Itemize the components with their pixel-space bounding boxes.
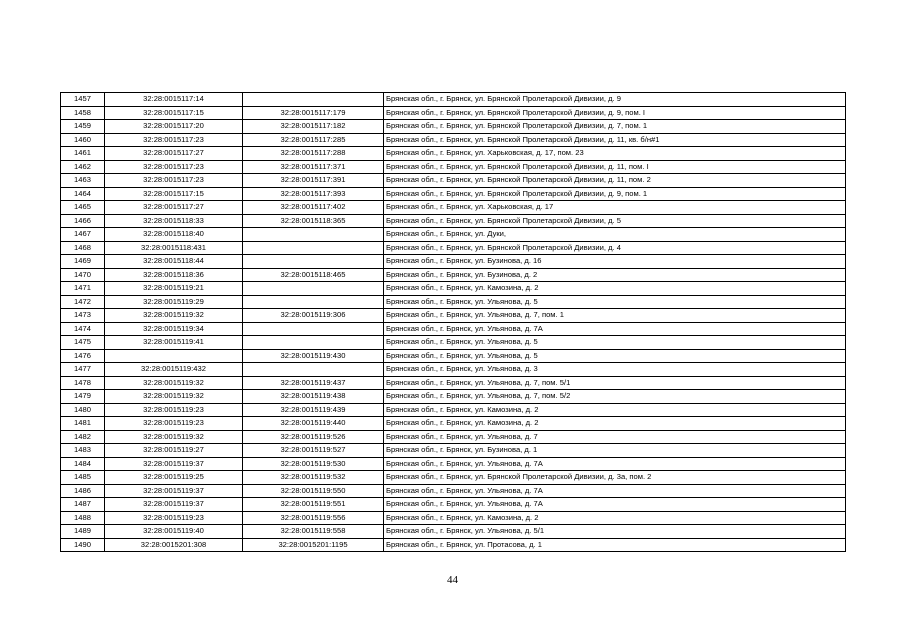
row-number-cell: 1464 [61,187,105,201]
table-row [61,120,846,134]
row-number-cell: 1457 [61,93,105,107]
address-cell: Брянская обл., г. Брянск, ул. Камозина, д. 2 [384,511,846,525]
cadastral-number-cell: 32:28:0015119:40 [105,525,243,539]
table-row [61,511,846,525]
cadastral-number-cell: 32:28:0015119:32 [105,430,243,444]
table-row [61,133,846,147]
object-cadastral-number-cell: 32:28:0015119:551 [243,498,384,512]
address-cell: Брянская обл., г. Брянск, ул. Ульянова, д. 7А [384,498,846,512]
row-number-cell: 1481 [61,417,105,431]
page-number: 44 [447,574,458,586]
cadastral-number-cell: 32:28:0015119:32 [105,309,243,323]
cadastral-number-cell: 32:28:0015119:23 [105,403,243,417]
row-number-cell: 1486 [61,484,105,498]
row-number-cell: 1461 [61,147,105,161]
object-cadastral-number-cell [243,322,384,336]
object-cadastral-number-cell: 32:28:0015117:402 [243,201,384,215]
table-row [61,417,846,431]
row-number-cell: 1458 [61,106,105,120]
cadastral-number-cell: 32:28:0015117:20 [105,120,243,134]
table-row [61,228,846,242]
row-number-cell: 1462 [61,160,105,174]
cadastral-number-cell: 32:28:0015117:15 [105,106,243,120]
object-cadastral-number-cell: 32:28:0015119:438 [243,390,384,404]
cadastral-number-cell: 32:28:0015117:14 [105,93,243,107]
table-row [61,471,846,485]
address-cell: Брянская обл., г. Брянск, ул. Камозина, д. 2 [384,403,846,417]
object-cadastral-number-cell: 32:28:0015119:558 [243,525,384,539]
row-number-cell: 1460 [61,133,105,147]
object-cadastral-number-cell: 32:28:0015118:465 [243,268,384,282]
table-row [61,376,846,390]
table-row [61,538,846,552]
address-cell: Брянская обл., г. Брянск, ул. Протасова, д. 1 [384,538,846,552]
object-cadastral-number-cell: 32:28:0015117:393 [243,187,384,201]
table-row [61,363,846,377]
table-row [61,349,846,363]
table-row [61,336,846,350]
table-body [61,93,846,552]
address-cell: Брянская обл., г. Брянск, ул. Ульянова, д. 5 [384,295,846,309]
table-row [61,498,846,512]
table-row [61,457,846,471]
object-cadastral-number-cell [243,255,384,269]
address-cell: Брянская обл., г. Брянск, ул. Бузинова, д. 1 [384,444,846,458]
cadastral-number-cell: 32:28:0015119:32 [105,390,243,404]
address-cell: Брянская обл., г. Брянск, ул. Камозина, д. 2 [384,417,846,431]
object-cadastral-number-cell: 32:28:0015119:530 [243,457,384,471]
cadastral-number-cell: 32:28:0015117:23 [105,174,243,188]
table-row [61,214,846,228]
cadastral-table [60,92,846,552]
address-cell: Брянская обл., г. Брянск, ул. Ульянова, д. 5 [384,349,846,363]
row-number-cell: 1471 [61,282,105,296]
row-number-cell: 1470 [61,268,105,282]
table-row [61,282,846,296]
object-cadastral-number-cell: 32:28:0015117:288 [243,147,384,161]
cadastral-number-cell: 32:28:0015119:32 [105,376,243,390]
object-cadastral-number-cell: 32:28:0015117:391 [243,174,384,188]
table-row [61,187,846,201]
cadastral-number-cell: 32:28:0015119:41 [105,336,243,350]
table-row [61,268,846,282]
table-row [61,444,846,458]
table-row [61,201,846,215]
address-cell: Брянская обл., г. Брянск, ул. Брянской Пролетарской Дивизии, д. 4 [384,241,846,255]
cadastral-number-cell: 32:28:0015117:23 [105,160,243,174]
object-cadastral-number-cell [243,363,384,377]
cadastral-number-cell: 32:28:0015119:25 [105,471,243,485]
cadastral-number-cell: 32:28:0015117:27 [105,147,243,161]
row-number-cell: 1468 [61,241,105,255]
cadastral-number-cell: 32:28:0015117:27 [105,201,243,215]
object-cadastral-number-cell: 32:28:0015119:532 [243,471,384,485]
cadastral-number-cell: 32:28:0015117:23 [105,133,243,147]
table-row [61,430,846,444]
object-cadastral-number-cell: 32:28:0015117:182 [243,120,384,134]
address-cell: Брянская обл., г. Брянск, ул. Брянской Пролетарской Дивизии, д. 7, пом. 1 [384,120,846,134]
cadastral-number-cell: 32:28:0015119:432 [105,363,243,377]
table-row [61,390,846,404]
object-cadastral-number-cell [243,228,384,242]
object-cadastral-number-cell: 32:28:0015117:179 [243,106,384,120]
cadastral-number-cell [105,349,243,363]
object-cadastral-number-cell: 32:28:0015117:371 [243,160,384,174]
cadastral-number-cell: 32:28:0015118:36 [105,268,243,282]
table-row [61,525,846,539]
address-cell: Брянская обл., г. Брянск, ул. Ульянова, д. 7А [384,457,846,471]
row-number-cell: 1484 [61,457,105,471]
address-cell: Брянская обл., г. Брянск, ул. Харьковская, д. 17, пом. 23 [384,147,846,161]
row-number-cell: 1475 [61,336,105,350]
row-number-cell: 1472 [61,295,105,309]
address-cell: Брянская обл., г. Брянск, ул. Брянской Пролетарской Дивизии, д. 5 [384,214,846,228]
object-cadastral-number-cell: 32:28:0015119:439 [243,403,384,417]
object-cadastral-number-cell [243,336,384,350]
object-cadastral-number-cell: 32:28:0015119:430 [243,349,384,363]
table-row [61,322,846,336]
cadastral-number-cell: 32:28:0015119:23 [105,417,243,431]
address-cell: Брянская обл., г. Брянск, ул. Ульянова, д. 7А [384,322,846,336]
cadastral-number-cell: 32:28:0015119:37 [105,457,243,471]
address-cell: Брянская обл., г. Брянск, ул. Ульянова, д. 7, пом. 5/1 [384,376,846,390]
address-cell: Брянская обл., г. Брянск, ул. Брянской Пролетарской Дивизии, д. 11, пом. 2 [384,174,846,188]
table-row [61,174,846,188]
table-row [61,309,846,323]
table-row [61,241,846,255]
row-number-cell: 1489 [61,525,105,539]
object-cadastral-number-cell: 32:28:0015117:285 [243,133,384,147]
cadastral-number-cell: 32:28:0015119:34 [105,322,243,336]
row-number-cell: 1465 [61,201,105,215]
object-cadastral-number-cell [243,295,384,309]
address-cell: Брянская обл., г. Брянск, ул. Ульянова, д. 7 [384,430,846,444]
cadastral-number-cell: 32:28:0015119:37 [105,498,243,512]
object-cadastral-number-cell [243,282,384,296]
table-row [61,147,846,161]
address-cell: Брянская обл., г. Брянск, ул. Дуки, [384,228,846,242]
object-cadastral-number-cell: 32:28:0015119:550 [243,484,384,498]
row-number-cell: 1467 [61,228,105,242]
address-cell: Брянская обл., г. Брянск, ул. Ульянова, д. 5 [384,336,846,350]
address-cell: Брянская обл., г. Брянск, ул. Ульянова, д. 7, пом. 5/2 [384,390,846,404]
cadastral-number-cell: 32:28:0015201:308 [105,538,243,552]
row-number-cell: 1483 [61,444,105,458]
cadastral-number-cell: 32:28:0015118:44 [105,255,243,269]
object-cadastral-number-cell: 32:28:0015119:527 [243,444,384,458]
object-cadastral-number-cell: 32:28:0015119:440 [243,417,384,431]
cadastral-number-cell: 32:28:0015118:40 [105,228,243,242]
row-number-cell: 1490 [61,538,105,552]
row-number-cell: 1466 [61,214,105,228]
address-cell: Брянская обл., г. Брянск, ул. Ульянова, д. 7, пом. 1 [384,309,846,323]
row-number-cell: 1476 [61,349,105,363]
row-number-cell: 1487 [61,498,105,512]
object-cadastral-number-cell: 32:28:0015119:556 [243,511,384,525]
table-row [61,255,846,269]
object-cadastral-number-cell: 32:28:0015118:365 [243,214,384,228]
object-cadastral-number-cell: 32:28:0015119:526 [243,430,384,444]
table-row [61,93,846,107]
row-number-cell: 1478 [61,376,105,390]
table-row [61,484,846,498]
address-cell: Брянская обл., г. Брянск, ул. Ульянова, д. 3 [384,363,846,377]
row-number-cell: 1463 [61,174,105,188]
cadastral-number-cell: 32:28:0015119:23 [105,511,243,525]
table-row [61,295,846,309]
table-row [61,106,846,120]
address-cell: Брянская обл., г. Брянск, ул. Брянской Пролетарской Дивизии, д. 9, пом. I [384,106,846,120]
row-number-cell: 1469 [61,255,105,269]
address-cell: Брянская обл., г. Брянск, ул. Брянской Пролетарской Дивизии, д. 11, пом. I [384,160,846,174]
object-cadastral-number-cell: 32:28:0015119:437 [243,376,384,390]
cadastral-number-cell: 32:28:0015119:21 [105,282,243,296]
cadastral-number-cell: 32:28:0015118:33 [105,214,243,228]
row-number-cell: 1480 [61,403,105,417]
row-number-cell: 1473 [61,309,105,323]
table-row [61,160,846,174]
address-cell: Брянская обл., г. Брянск, ул. Брянской Пролетарской Дивизии, д. 9 [384,93,846,107]
row-number-cell: 1479 [61,390,105,404]
row-number-cell: 1488 [61,511,105,525]
address-cell: Брянская обл., г. Брянск, ул. Брянской Пролетарской Дивизии, д. 11, кв. б/н#1 [384,133,846,147]
object-cadastral-number-cell [243,93,384,107]
cadastral-number-cell: 32:28:0015119:29 [105,295,243,309]
address-cell: Брянская обл., г. Брянск, ул. Ульянова, д. 5/1 [384,525,846,539]
object-cadastral-number-cell: 32:28:0015201:1195 [243,538,384,552]
row-number-cell: 1474 [61,322,105,336]
object-cadastral-number-cell [243,241,384,255]
address-cell: Брянская обл., г. Брянск, ул. Камозина, д. 2 [384,282,846,296]
cadastral-number-cell: 32:28:0015117:15 [105,187,243,201]
address-cell: Брянская обл., г. Брянск, ул. Брянской Пролетарской Дивизии, д. 3а, пом. 2 [384,471,846,485]
row-number-cell: 1459 [61,120,105,134]
object-cadastral-number-cell: 32:28:0015119:306 [243,309,384,323]
cadastral-number-cell: 32:28:0015119:27 [105,444,243,458]
address-cell: Брянская обл., г. Брянск, ул. Харьковская, д. 17 [384,201,846,215]
cadastral-number-cell: 32:28:0015119:37 [105,484,243,498]
cadastral-number-cell: 32:28:0015118:431 [105,241,243,255]
row-number-cell: 1482 [61,430,105,444]
address-cell: Брянская обл., г. Брянск, ул. Ульянова, д. 7А [384,484,846,498]
table-row [61,403,846,417]
address-cell: Брянская обл., г. Брянск, ул. Бузинова, д. 16 [384,255,846,269]
address-cell: Брянская обл., г. Брянск, ул. Брянской Пролетарской Дивизии, д. 9, пом. 1 [384,187,846,201]
address-cell: Брянская обл., г. Брянск, ул. Бузинова, д. 2 [384,268,846,282]
row-number-cell: 1477 [61,363,105,377]
row-number-cell: 1485 [61,471,105,485]
